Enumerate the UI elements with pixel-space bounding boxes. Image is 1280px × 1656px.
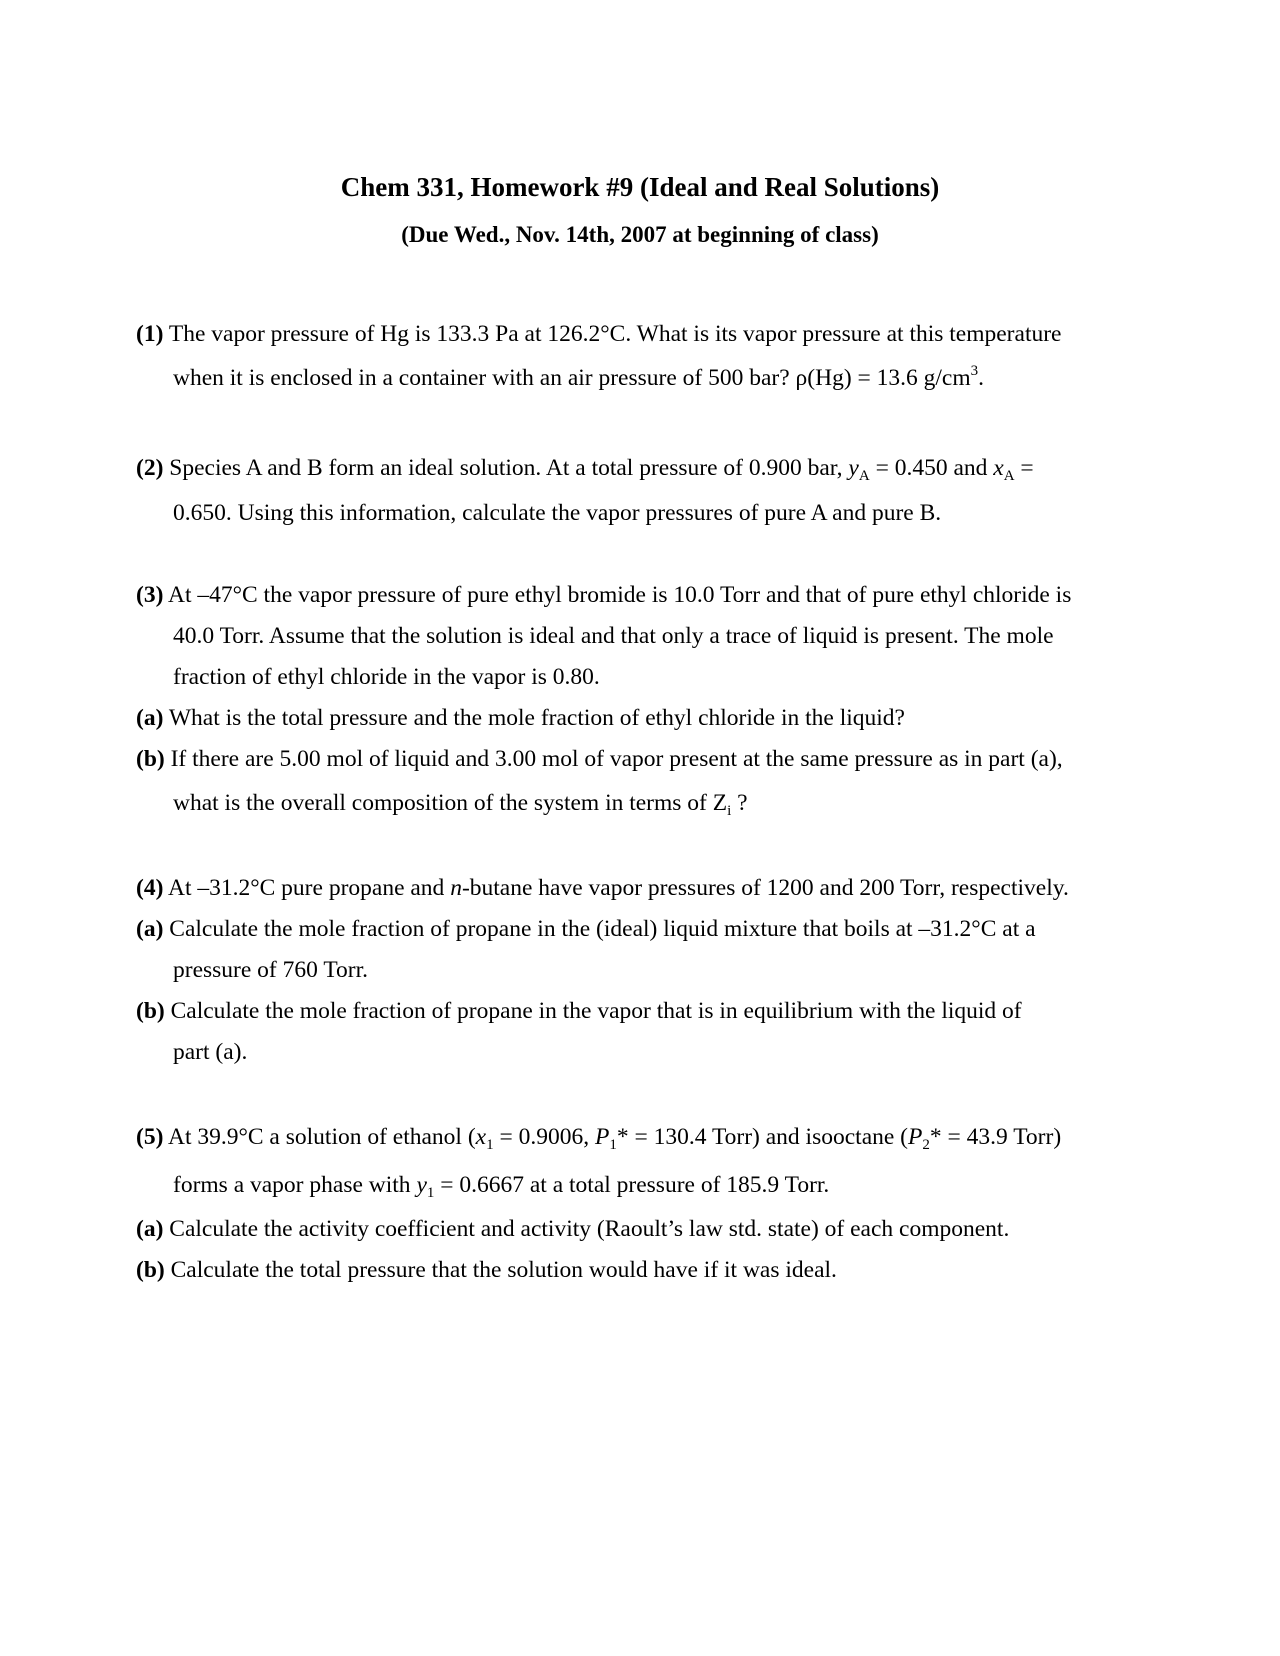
problem-1-line-1: (1) The vapor pressure of Hg is 133.3 Pa at 126.2°C. What is its vapor pressure at this temperature [136, 321, 1062, 347]
problem-4-part-b-line-2: part (a). [173, 1039, 248, 1065]
problem-2-line-2: 0.650. Using this information, calculate the vapor pressures of pure A and pure B. [173, 500, 942, 526]
problem-4-line-1: (4) At –31.2°C pure propane and n-butane have vapor pressures of 1200 and 200 Torr, respectively. [136, 875, 1069, 901]
problem-1-line-2: when it is enclosed in a container with an air pressure of 500 bar? ρ(Hg) = 13.6 $g/cm^3$. [173, 363, 985, 391]
problem-3-number: (3) [136, 582, 164, 608]
problem-5-line-1: (5) At 39.9°C a solution of ethanol ($x_1 = 0.9006$, $P_1* = 130.4$ Torr) and isooctane ($P_2* = 43.9$ Torr) [136, 1124, 1062, 1153]
problem-3-line-2: 40.0 Torr. Assume that the solution is ideal and that only a trace of liquid is present. The mole [173, 623, 1054, 649]
problem-2-line-1: (2) Species A and B form an ideal solution. At a total pressure of 0.900 bar, $y_A = 0.450$ and $x_A$ = [136, 455, 1034, 484]
problem-4-number: (4) [136, 875, 164, 901]
problem-5-line-2: forms a vapor phase with $y_1 = 0.6667$ at a total pressure of 185.9 Torr. [173, 1172, 830, 1201]
problem-3-part-b-line-2: what is the overall composition of the system in terms of $Z_i$ ? [173, 790, 748, 819]
problem-4-part-b: (b) Calculate the mole fraction of propane in the vapor that is in equilibrium with the liquid of [136, 998, 1022, 1024]
problem-3-line-3: fraction of ethyl chloride in the vapor is 0.80. [173, 664, 600, 690]
problem-3-line-1: (3) At –47°C the vapor pressure of pure ethyl bromide is 10.0 Torr and that of pure ethyl chloride is [136, 582, 1072, 608]
problem-3-part-b: (b) If there are 5.00 mol of liquid and 3.00 mol of vapor present at the same pressure as in part (a), [136, 746, 1063, 772]
problem-5-part-b: (b) Calculate the total pressure that the solution would have if it was ideal. [136, 1257, 837, 1283]
problem-3-part-a: (a) What is the total pressure and the mole fraction of ethyl chloride in the liquid? [136, 705, 905, 731]
problem-2-number: (2) [136, 455, 164, 481]
due-date: (Due Wed., Nov. 14th, 2007 at beginning of class) [401, 222, 879, 247]
problem-5-number: (5) [136, 1124, 164, 1150]
problem-4-part-a: (a) Calculate the mole fraction of propane in the (ideal) liquid mixture that boils at –31.2°C at a [136, 916, 1036, 942]
problem-4-part-a-line-2: pressure of 760 Torr. [173, 957, 369, 983]
page-title: Chem 331, Homework #9 (Ideal and Real Solutions) [340, 172, 940, 202]
problem-1-number: (1) [136, 321, 164, 347]
problem-5-part-a: (a) Calculate the activity coefficient and activity (Raoult’s law std. state) of each component. [136, 1216, 1010, 1242]
